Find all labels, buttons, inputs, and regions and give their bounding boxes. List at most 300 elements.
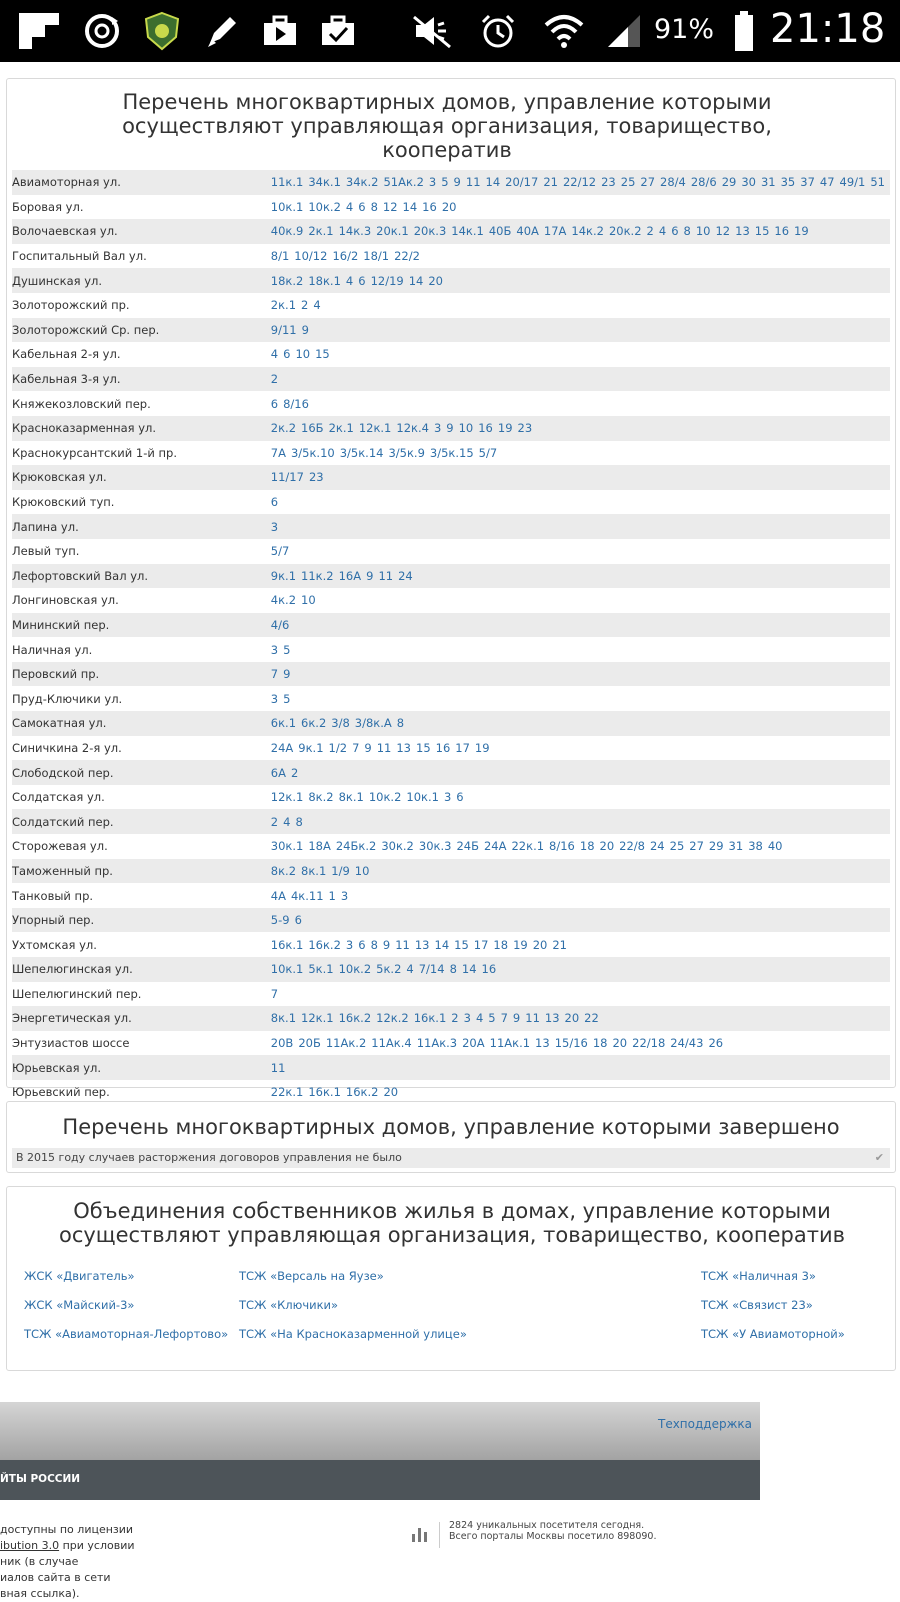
house-link[interactable]: 30 — [741, 175, 756, 190]
house-link[interactable]: 16 — [478, 421, 493, 436]
house-link[interactable]: 9 — [446, 421, 454, 436]
house-link[interactable]: 22к.1 — [270, 1085, 304, 1100]
house-link[interactable]: 19 — [794, 224, 809, 239]
house-link[interactable]: 18к.2 — [270, 273, 304, 288]
task-briefcase-icon — [316, 10, 360, 52]
house-link[interactable]: 5 — [283, 642, 291, 657]
address-row — [12, 637, 890, 662]
house-link[interactable]: 10к.1 — [270, 199, 304, 214]
house-link[interactable]: 8 — [295, 814, 303, 829]
street-name: Госпитальный Вал ул. — [12, 249, 147, 264]
house-link[interactable]: 14 — [434, 937, 450, 952]
house-link[interactable]: 14 — [485, 175, 501, 190]
house-link[interactable]: 7 — [500, 1011, 508, 1026]
street-name: Княжекозловский пер. — [12, 396, 151, 411]
address-row — [12, 1055, 890, 1080]
house-link[interactable]: 12к.1 — [301, 1011, 334, 1026]
house-link[interactable]: 9 — [512, 1011, 521, 1026]
house-link[interactable]: 49/1 — [839, 175, 866, 190]
house-link[interactable]: 40 — [767, 839, 783, 854]
house-link[interactable]: 10 — [458, 421, 474, 436]
house-link[interactable]: 20 — [383, 1085, 399, 1100]
house-link[interactable]: 28/6 — [690, 175, 717, 190]
house-link[interactable]: 16к.2 — [338, 1011, 372, 1026]
street-name: Лефортовский Вал ул. — [12, 564, 271, 589]
house-link[interactable]: 8 — [370, 937, 378, 952]
house-link[interactable]: 8к.2 — [308, 790, 334, 805]
house-link[interactable]: 9 — [382, 937, 391, 952]
house-link[interactable]: 15/16 — [554, 1036, 588, 1051]
address-row — [12, 613, 890, 638]
house-link[interactable]: 22к.1 — [511, 839, 545, 854]
house-link[interactable]: 5 — [441, 175, 449, 190]
house-link[interactable]: 14к.3 — [338, 224, 372, 239]
house-link[interactable]: 3 — [345, 937, 354, 952]
street-name: Синичкина 2-я ул. — [12, 740, 122, 755]
house-list — [271, 564, 890, 589]
house-link[interactable]: 13 — [535, 1036, 550, 1051]
house-link[interactable]: 13 — [735, 224, 750, 239]
street-name: Душинская ул. — [12, 268, 271, 293]
street-name: Пруд-Ключики ул. — [12, 691, 123, 706]
house-link[interactable]: 18 — [592, 1036, 608, 1051]
house-link[interactable]: 10 — [295, 347, 311, 362]
house-link[interactable]: 19 — [513, 937, 528, 952]
house-link[interactable]: 13 — [396, 740, 411, 755]
house-link[interactable]: 20к.1 — [376, 224, 409, 239]
house-link[interactable]: 5 — [283, 691, 291, 706]
house-link[interactable]: 7 — [352, 740, 360, 755]
house-link[interactable]: 23 — [308, 470, 324, 485]
house-link[interactable]: 10 — [695, 224, 711, 239]
house-link[interactable]: 9к.1 — [270, 568, 297, 583]
managed-houses-title: Перечень многоквартирных домов, управление которыми осуществляют управляющая организация, товарищество, кооператив — [122, 90, 772, 162]
house-link[interactable]: 2 — [646, 224, 654, 239]
house-link[interactable]: 3/5к.9 — [388, 445, 425, 460]
address-row — [12, 957, 890, 982]
house-link[interactable]: 10к.2 — [338, 962, 372, 977]
house-link[interactable]: 12к.1 — [358, 421, 392, 436]
house-link[interactable]: 2 — [301, 298, 309, 313]
address-row — [12, 441, 890, 466]
house-link[interactable]: 40Б — [488, 224, 512, 239]
house-link[interactable]: 2 — [270, 372, 279, 387]
house-link[interactable]: 20В — [270, 1036, 294, 1051]
house-link[interactable]: 3 — [270, 642, 279, 657]
house-link[interactable]: 9к.1 — [298, 740, 324, 755]
house-link[interactable]: 22/12 — [562, 175, 597, 190]
house-link[interactable]: 9/11 — [270, 322, 297, 337]
house-link[interactable]: 6к.1 — [270, 716, 297, 731]
house-link[interactable]: 3/5к.14 — [339, 445, 384, 460]
house-link[interactable]: 16/2 — [332, 249, 359, 264]
house-link[interactable]: 5к.2 — [376, 962, 402, 977]
house-link[interactable]: 20к.3 — [413, 224, 447, 239]
house-link[interactable]: 16Б — [301, 421, 324, 436]
security-shield-icon — [140, 10, 184, 52]
sync-icon — [80, 10, 124, 52]
house-link[interactable]: 13 — [544, 1011, 560, 1026]
house-link[interactable]: 6к.2 — [301, 716, 327, 731]
finished-houses-title: Перечень многоквартирных домов, управление которыми завершено — [62, 1115, 840, 1139]
house-link[interactable]: 6 — [270, 495, 279, 510]
street-name: Сторожевая ул. — [12, 839, 108, 854]
house-link[interactable]: 20/17 — [505, 175, 539, 190]
house-link[interactable]: 11 — [270, 1060, 286, 1075]
house-link[interactable]: 6 — [456, 790, 464, 805]
house-link[interactable]: 1/9 — [331, 863, 350, 878]
house-link[interactable]: 4 — [270, 347, 279, 362]
house-link[interactable]: 7 — [270, 667, 279, 682]
house-link[interactable]: 9 — [283, 667, 291, 682]
house-link[interactable]: 2 — [451, 1011, 459, 1026]
house-link[interactable]: 15 — [454, 937, 469, 952]
street-name: Юрьевская ул. — [12, 1055, 271, 1080]
house-link[interactable]: 16к.1 — [270, 937, 304, 952]
house-link[interactable]: 2 — [270, 814, 279, 829]
house-list — [271, 711, 890, 736]
house-link[interactable]: 4к.2 — [270, 593, 297, 608]
house-link[interactable]: 11 — [395, 937, 410, 952]
house-link[interactable]: 9 — [364, 740, 372, 755]
house-link[interactable]: 11Ак.1 — [489, 1036, 531, 1051]
address-row — [12, 662, 890, 687]
house-link[interactable]: 3/5к.15 — [429, 445, 474, 460]
house-link[interactable]: 22/8 — [619, 839, 645, 854]
house-link[interactable]: 8/1 — [270, 249, 290, 264]
association-link[interactable]: ЖСК «Двигатель» — [24, 1269, 135, 1283]
house-link[interactable]: 8 — [449, 962, 457, 977]
house-link[interactable]: 27 — [689, 839, 704, 854]
house-link[interactable]: 19 — [474, 740, 490, 755]
association-link[interactable]: ТСЖ «Ключики» — [239, 1298, 339, 1312]
house-link[interactable]: 24Бк.2 — [335, 839, 377, 854]
footer-sites-label: ЙТЫ РОССИИ — [0, 1473, 81, 1485]
house-link[interactable]: 14к.1 — [451, 224, 484, 239]
street-name: Мининский пер. — [12, 613, 271, 638]
house-link[interactable]: 28/4 — [660, 175, 686, 190]
house-link[interactable]: 11 — [525, 1011, 540, 1026]
house-link[interactable]: 1 — [328, 888, 336, 903]
house-list — [271, 859, 890, 884]
house-link[interactable]: 20А — [462, 1036, 485, 1051]
street-name: Танковый пр. — [12, 888, 94, 903]
house-link[interactable]: 3 — [443, 790, 452, 805]
house-link[interactable]: 14 — [402, 199, 418, 214]
address-row — [12, 736, 890, 761]
address-row — [12, 932, 890, 957]
license-line: иалов сайта в сети — [0, 1571, 111, 1584]
house-link[interactable]: 6 — [671, 224, 679, 239]
association-link[interactable]: ТСЖ «У Авиамоторной» — [701, 1327, 845, 1341]
association-link[interactable]: ЖСК «Майский-3» — [24, 1298, 135, 1312]
house-link[interactable]: 10 — [354, 863, 370, 878]
house-link[interactable]: 29 — [721, 175, 737, 190]
house-link[interactable]: 16к.1 — [308, 1085, 341, 1100]
street-name: Авиамоторная ул. — [12, 170, 271, 195]
house-link[interactable]: 10к.2 — [368, 790, 402, 805]
house-link[interactable]: 20 — [428, 273, 443, 288]
house-link[interactable]: 11Ак.4 — [371, 1036, 412, 1051]
house-link[interactable]: 23 — [517, 421, 533, 436]
house-link[interactable]: 20 — [564, 1011, 580, 1026]
house-link[interactable]: 26 — [708, 1036, 724, 1051]
house-link[interactable]: 3 — [433, 421, 442, 436]
house-link[interactable]: 6 — [294, 913, 302, 928]
house-link[interactable]: 22 — [584, 1011, 599, 1026]
house-link[interactable]: 31 — [760, 175, 776, 190]
house-link[interactable]: 21 — [543, 175, 558, 190]
house-link[interactable]: 47 — [819, 175, 835, 190]
house-link[interactable]: 14 — [461, 962, 477, 977]
house-link[interactable]: 15 — [754, 224, 770, 239]
house-link[interactable]: 11 — [465, 175, 481, 190]
house-link[interactable]: 8/16 — [283, 396, 309, 411]
house-link[interactable]: 6 — [283, 347, 291, 362]
street-name: Кабельная 2-я ул. — [12, 347, 121, 362]
house-link[interactable]: 7 — [270, 986, 279, 1001]
house-link[interactable]: 2к.2 — [270, 421, 297, 436]
house-link[interactable]: 8к.2 — [270, 863, 297, 878]
house-link[interactable]: 4/6 — [270, 617, 290, 632]
address-row — [12, 170, 890, 195]
house-link[interactable]: 16к.2 — [308, 937, 341, 952]
house-link[interactable]: 12к.2 — [376, 1011, 409, 1026]
house-link[interactable]: 12к.4 — [396, 421, 429, 436]
clock: 21:18 — [770, 6, 886, 52]
house-link[interactable]: 25 — [669, 839, 685, 854]
street-name: Крюковский туп. — [12, 495, 115, 510]
house-link[interactable]: 8 — [370, 199, 378, 214]
flipboard-icon — [15, 10, 65, 52]
house-link[interactable]: 8к.1 — [270, 1011, 297, 1026]
house-link[interactable]: 13 — [414, 937, 430, 952]
street-name: Упорный пер. — [12, 908, 271, 933]
house-link[interactable]: 10к.1 — [270, 962, 304, 977]
house-link[interactable]: 3 — [428, 175, 437, 190]
house-link[interactable]: 5/7 — [478, 445, 498, 460]
house-link[interactable]: 3/5к.10 — [290, 445, 335, 460]
house-link[interactable]: 15 — [315, 347, 330, 362]
house-link[interactable]: 20к.2 — [608, 224, 642, 239]
house-link[interactable]: 12 — [382, 199, 398, 214]
house-link[interactable]: 30к.1 — [270, 839, 304, 854]
house-link[interactable]: 3 — [340, 888, 349, 903]
house-link[interactable]: 2к.1 — [270, 298, 297, 313]
house-link[interactable]: 24 — [649, 839, 665, 854]
house-link[interactable]: 19 — [497, 421, 513, 436]
house-link[interactable]: 18 — [579, 839, 595, 854]
house-link[interactable]: 12к.1 — [270, 790, 304, 805]
house-link[interactable]: 22/18 — [632, 1036, 666, 1051]
house-link[interactable]: 3 — [463, 1011, 471, 1026]
address-row — [12, 809, 890, 834]
license-line: ibution 3.0 при условии — [0, 1539, 135, 1552]
house-link[interactable]: 9 — [301, 322, 309, 337]
house-link[interactable]: 5 — [488, 1011, 496, 1026]
house-link[interactable]: 14 — [408, 273, 424, 288]
house-link[interactable]: 5/7 — [270, 544, 290, 559]
house-list — [271, 834, 890, 859]
house-link[interactable]: 1/2 — [328, 740, 348, 755]
house-link[interactable]: 51Ак.2 — [383, 175, 424, 190]
house-link[interactable]: 6 — [358, 199, 366, 214]
battery-percent: 91% — [654, 14, 715, 45]
house-link[interactable]: 20 — [441, 199, 457, 214]
house-link[interactable]: 16к.2 — [345, 1085, 379, 1100]
house-link[interactable]: 12/19 — [370, 273, 404, 288]
signal-icon — [604, 10, 644, 52]
house-link[interactable]: 23 — [601, 175, 616, 190]
house-link[interactable]: 11 — [378, 568, 394, 583]
house-link[interactable]: 17А — [543, 224, 567, 239]
association-link[interactable]: ТСЖ «Авиамоторная-Лефортово» — [24, 1327, 229, 1341]
house-link[interactable]: 16 — [422, 199, 437, 214]
house-link[interactable]: 10/12 — [294, 249, 328, 264]
house-link[interactable]: 9 — [366, 568, 374, 583]
house-link[interactable]: 11Ак.3 — [416, 1036, 458, 1051]
house-link[interactable]: 38 — [748, 839, 763, 854]
house-link[interactable]: 18А — [308, 839, 331, 854]
house-link[interactable]: 16к.1 — [413, 1011, 447, 1026]
house-link[interactable]: 8 — [683, 224, 691, 239]
association-link[interactable]: ТСЖ «Версаль на Яузе» — [239, 1269, 384, 1283]
association-link[interactable]: ТСЖ «Наличная 3» — [701, 1269, 816, 1283]
house-link[interactable]: 7/14 — [418, 962, 445, 977]
house-link[interactable]: 4А — [270, 888, 286, 903]
house-link[interactable]: 16 — [481, 962, 497, 977]
house-link[interactable]: 14к.2 — [571, 224, 604, 239]
house-link[interactable]: 4 — [475, 1011, 484, 1026]
house-link[interactable]: 51 — [870, 175, 885, 190]
house-link[interactable]: 17 — [455, 740, 470, 755]
footer-bar — [0, 1402, 760, 1461]
house-link[interactable]: 4 — [345, 199, 354, 214]
house-link[interactable]: 11Ак.2 — [325, 1036, 367, 1051]
address-row — [12, 834, 890, 859]
house-link[interactable]: 24А — [270, 740, 294, 755]
house-link[interactable]: 24А — [483, 839, 507, 854]
house-link[interactable]: 6 — [358, 273, 366, 288]
house-link[interactable]: 4 — [283, 814, 291, 829]
footer-dark-bar — [0, 1460, 760, 1500]
house-link[interactable]: 4 — [345, 273, 354, 288]
house-link[interactable]: 20Б — [298, 1036, 321, 1051]
house-link[interactable]: 6А — [270, 765, 286, 780]
house-link[interactable]: 20 — [612, 1036, 628, 1051]
stats-chart-icon — [410, 1526, 430, 1542]
street-name: Ухтомская ул. — [12, 937, 97, 952]
house-link[interactable]: 37 — [800, 175, 815, 190]
finished-note-row — [12, 1148, 890, 1168]
house-link[interactable]: 20 — [599, 839, 615, 854]
house-link[interactable]: 11/17 — [270, 470, 304, 485]
house-link[interactable]: 3 — [270, 519, 279, 534]
house-link[interactable]: 3/8 — [331, 716, 350, 731]
house-link[interactable]: 16 — [435, 740, 451, 755]
support-link[interactable]: Техподдержка — [657, 1417, 752, 1431]
address-row — [12, 195, 890, 220]
address-row — [12, 785, 890, 810]
house-link[interactable]: 27 — [640, 175, 656, 190]
house-list — [271, 613, 890, 638]
house-link[interactable]: 40к.9 — [270, 224, 304, 239]
house-link[interactable]: 31 — [728, 839, 744, 854]
house-link[interactable]: 4к.11 — [290, 888, 324, 903]
house-link[interactable]: 25 — [620, 175, 636, 190]
house-link[interactable]: 2 — [290, 765, 299, 780]
house-list — [271, 982, 890, 1007]
house-link[interactable]: 18/1 — [363, 249, 390, 264]
address-row — [12, 588, 890, 613]
house-link[interactable]: 17 — [473, 937, 489, 952]
house-link[interactable]: 7А — [270, 445, 286, 460]
house-link[interactable]: 3 — [270, 691, 279, 706]
house-link[interactable]: 11к.1 — [270, 175, 304, 190]
house-link[interactable]: 15 — [416, 740, 431, 755]
association-link[interactable]: ТСЖ «На Красноказарменной улице» — [239, 1327, 467, 1341]
license-link[interactable]: ibution 3.0 — [0, 1539, 60, 1552]
association-link[interactable]: ТСЖ «Связист 23» — [701, 1298, 813, 1312]
house-list — [271, 490, 890, 515]
house-link[interactable]: 5к.1 — [308, 962, 334, 977]
house-link[interactable]: 21 — [552, 937, 567, 952]
house-link[interactable]: 16А — [338, 568, 362, 583]
house-link[interactable]: 40А — [516, 224, 539, 239]
address-row — [12, 539, 890, 564]
house-link[interactable]: 30к.2 — [381, 839, 414, 854]
house-link[interactable]: 18 — [493, 937, 509, 952]
house-link[interactable]: 10к.1 — [406, 790, 439, 805]
house-link[interactable]: 10к.2 — [308, 199, 341, 214]
house-link[interactable]: 29 — [708, 839, 724, 854]
house-link[interactable]: 4 — [658, 224, 667, 239]
house-link[interactable]: 20 — [532, 937, 548, 952]
house-link[interactable]: 2к.1 — [308, 224, 334, 239]
house-link[interactable]: 8к.1 — [338, 790, 364, 805]
house-link[interactable]: 12 — [715, 224, 731, 239]
house-link[interactable]: 9 — [453, 175, 461, 190]
address-row — [12, 391, 890, 416]
house-list — [271, 416, 890, 441]
house-link[interactable]: 24 — [398, 568, 413, 583]
house-link[interactable]: 30к.3 — [418, 839, 452, 854]
house-link[interactable]: 8/16 — [549, 839, 575, 854]
house-link[interactable]: 4 — [406, 962, 414, 977]
house-link[interactable]: 35 — [780, 175, 796, 190]
house-link[interactable]: 8к.1 — [301, 863, 327, 878]
house-link[interactable]: 24/43 — [670, 1036, 704, 1051]
house-link[interactable]: 34к.2 — [345, 175, 379, 190]
house-link[interactable]: 18к.1 — [308, 273, 341, 288]
house-link[interactable]: 6 — [358, 937, 366, 952]
house-link[interactable]: 8 — [396, 716, 405, 731]
house-link[interactable]: 10 — [301, 593, 316, 608]
check-icon: ✔ — [874, 1151, 884, 1164]
house-link[interactable]: 3/8к.А — [354, 716, 392, 731]
house-link[interactable]: 24Б — [456, 839, 479, 854]
house-list — [271, 736, 890, 761]
house-link[interactable]: 11к.2 — [301, 568, 334, 583]
house-link[interactable]: 4 — [313, 298, 321, 313]
house-link[interactable]: 5-9 — [270, 913, 290, 928]
house-link[interactable]: 2к.1 — [328, 421, 354, 436]
house-link[interactable]: 16 — [774, 224, 790, 239]
house-link[interactable]: 11 — [376, 740, 392, 755]
house-link[interactable]: 6 — [270, 396, 279, 411]
house-link[interactable]: 22/2 — [394, 249, 420, 264]
house-link[interactable]: 34к.1 — [308, 175, 341, 190]
